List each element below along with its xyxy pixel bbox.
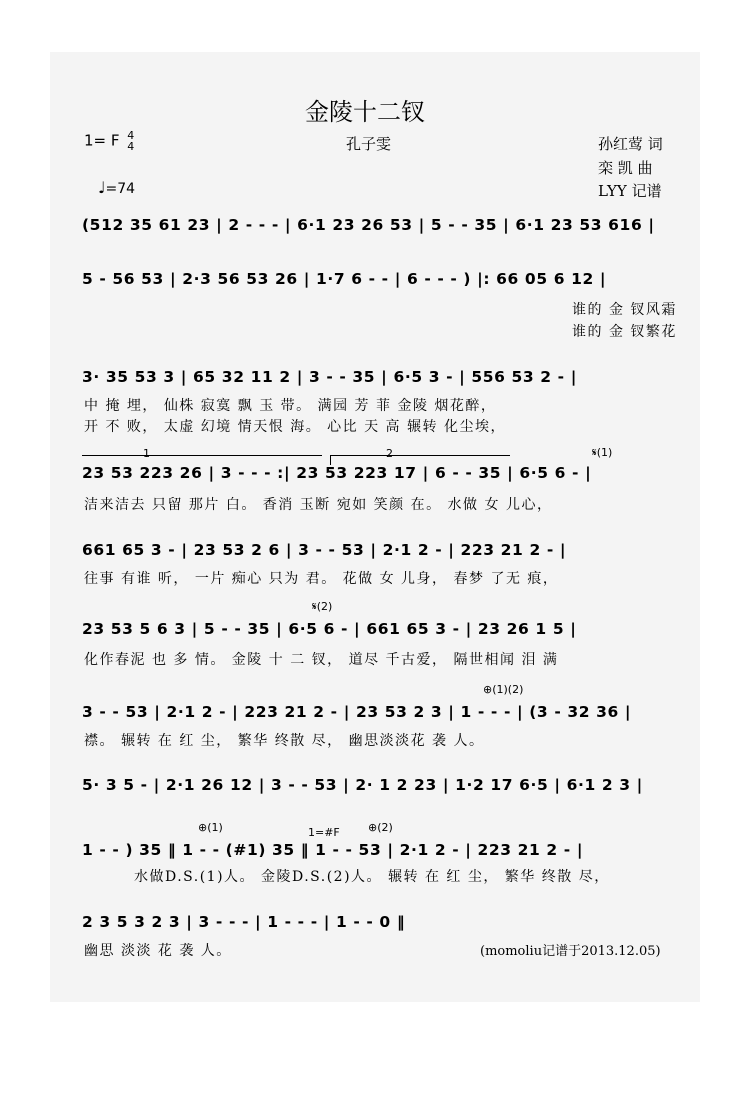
tempo-value: =74 [105,181,136,197]
time-bottom: 4 [127,140,135,153]
lyricist: 孙红莺 词 [598,135,663,153]
segno-mark: 𝄋(2) [312,600,333,613]
segno-mark: 𝄋(1) [592,446,613,459]
notation-row: (512 35 61 23 | 2 - - - | 6·1 23 26 53 | 5 - - 35 | 6·1 23 53 616 | [82,216,655,234]
key-change-mark: 1=#F [308,826,340,839]
singer: 孔子雯 [346,135,392,153]
lyric-line: 往事 有谁 听， 一片 痴心 只为 君。 花做 女 儿身， 春梦 了无 痕， [84,571,559,587]
notation-row: 5· 3 5 - | 2·1 26 12 | 3 - - 53 | 2· 1 2 23 | 1·2 17 6·5 | 6·1 2 3 | [82,776,643,794]
coda-mark: ⊕(2) [368,821,393,834]
transcription-signature: (momoliu记谱于2013.12.05) [480,944,661,959]
lyric-line: 开 不 败， 太虚 幻境 情天恨 海。 心比 天 高 辗转 化尘埃， [84,419,506,435]
composer: 栾 凯 曲 [598,159,653,177]
volta-number-1: 1 [143,447,150,460]
lyric-line: 中 掩 埋， 仙株 寂寞 飘 玉 带。 满园 芳 菲 金陵 烟花醉， [84,398,497,414]
notation-row: 23 53 5 6 3 | 5 - - 35 | 6·5 6 - | 661 65 3 - | 23 26 1 5 | [82,620,577,638]
volta-bracket-1 [82,455,322,456]
coda-mark: ⊕(1) [198,821,223,834]
time-signature [127,130,134,152]
coda-mark: ⊕(1)(2) [483,683,524,696]
lyric-line: 襟。 辗转 在 红 尘， 繁华 终散 尽， 幽思淡淡花 袭 人。 [84,733,485,749]
notation-row: 2 3 5 3 2 3 | 3 - - - | 1 - - - | 1 - - 0 ‖ [82,913,406,931]
notation-row: 5 - 56 53 | 2·3 56 53 26 | 1·7 6 - - | 6 - - - ) |: 66 05 6 12 | [82,270,607,288]
notation-row: 661 65 3 - | 23 53 2 6 | 3 - - 53 | 2·1 2 - | 223 21 2 - | [82,541,567,559]
notation-row: 1 - - ) 35 ‖ 1 - - (#1) 35 ‖ 1 - - 53 | 2·1 2 - | 223 21 2 - | [82,841,584,859]
tempo-mark [98,178,135,197]
lyric-line: 谁的 金 钗风霜 [572,302,677,318]
notation-row: 3 - - 53 | 2·1 2 - | 223 21 2 - | 23 53 2 3 | 1 - - - | (3 - 32 36 | [82,703,632,721]
quarter-note-icon: ♩ [98,178,106,197]
lyric-line: 幽思 淡淡 花 袭 人。 [84,943,232,959]
lyric-line: 水做D.S.(1)人。 金陵D.S.(2)人。 辗转 在 红 尘， 繁华 终散 尽， [134,869,610,885]
notation-row: 23 53 223 26 | 3 - - - :| 23 53 223 17 | 6 - - 35 | 6·5 6 - | [82,464,592,482]
key-label: 1= F [84,131,120,150]
lyric-line: 谁的 金 钗繁花 [572,324,677,340]
transcriber: LYY 记谱 [598,182,662,200]
notation-row: 3· 35 53 3 | 65 32 11 2 | 3 - - 35 | 6·5 3 - | 556 53 2 - | [82,368,577,386]
time-top: 4 [127,129,135,142]
key-signature [84,130,134,152]
volta-number-2: 2 [386,447,393,460]
lyric-line: 化作春泥 也 多 情。 金陵 十 二 钗， 道尽 千古爱， 隔世相闻 泪 满 [84,652,559,668]
volta-bracket-2 [330,455,510,456]
lyric-line: 洁来洁去 只留 那片 白。 香消 玉断 宛如 笑颜 在。 水做 女 儿心， [84,497,553,513]
song-title: 金陵十二钗 [305,98,425,126]
